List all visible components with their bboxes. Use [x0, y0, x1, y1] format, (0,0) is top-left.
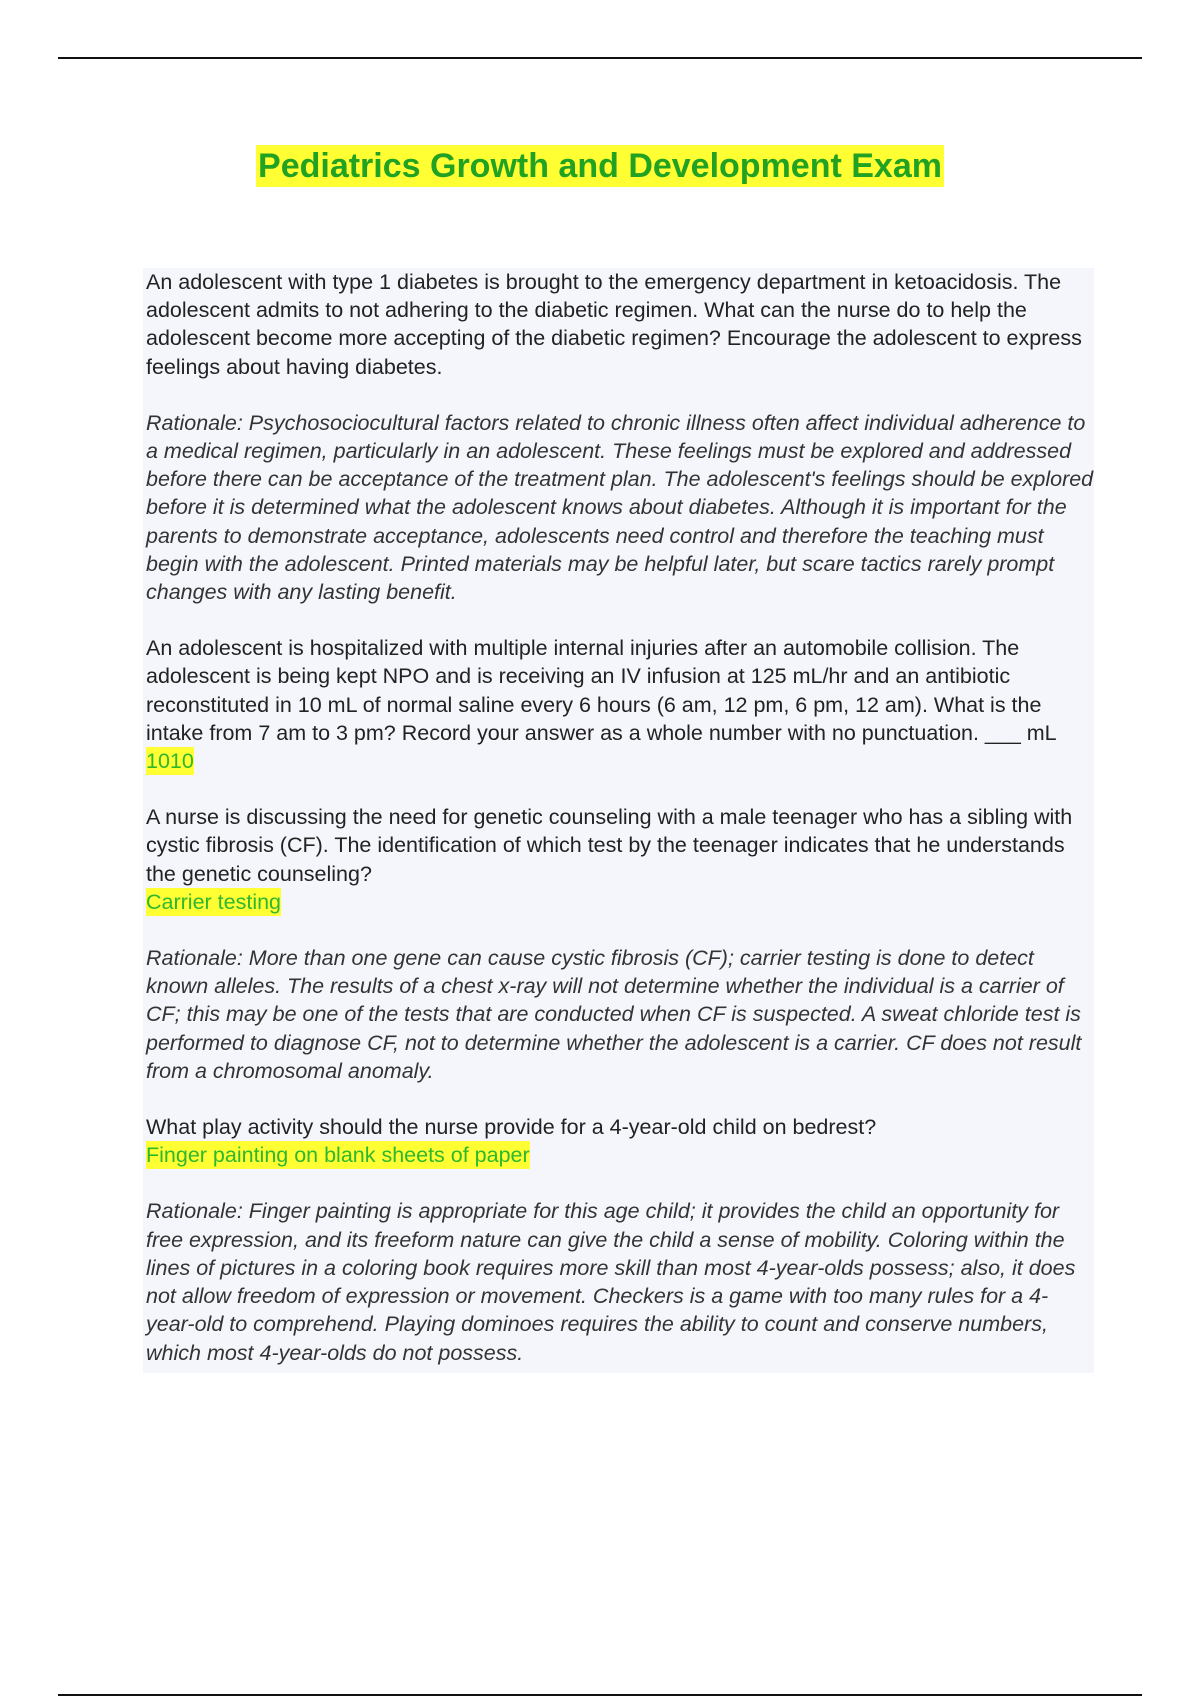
rationale-text: Rationale: More than one gene can cause cystic fibrosis (CF); carrier testing is done to detect known alleles. The results of a chest x-ray will not determine whether the individual is a carrier of CF; this may be one of the tests that are conducted when CF is suspected. A sweat chloride test is performed to diagnose CF, not to determine whether the adolescent is a carrier. CF does not result from a chromosomal anomaly.	[146, 946, 1082, 1083]
question-block	[146, 1113, 1094, 1169]
footer-rule	[58, 1694, 1142, 1696]
question-block	[146, 803, 1094, 916]
rationale-block	[146, 1197, 1094, 1366]
answer-highlight: 1010	[146, 747, 194, 775]
rationale-block	[146, 944, 1094, 1085]
question-text: What play activity should the nurse provide for a 4-year-old child on bedrest?	[146, 1115, 877, 1140]
page-title: Pediatrics Growth and Development Exam	[258, 147, 942, 185]
question-block	[146, 634, 1094, 775]
question-block	[146, 268, 1094, 381]
rationale-block	[146, 409, 1094, 606]
question-text: An adolescent with type 1 diabetes is brought to the emergency department in ketoacidosis. The adolescent admits to not adhering to the diabetic regimen. What can the nurse do to help the adolescent become more accepting of the diabetic regimen? Encourage the adolescent to express feelings about having diabetes.	[146, 270, 1082, 379]
question-text: A nurse is discussing the need for genetic counseling with a male teenager who has a sibling with cystic fibrosis (CF). The identification of which test by the teenager indicates that he understands the genetic counseling?	[146, 805, 1073, 886]
rationale-text: Rationale: Psychosociocultural factors related to chronic illness often affect individual adherence to a medical regimen, particularly in an adolescent. These feelings must be explored and addressed before there can be acceptance of the treatment plan. The adolescent's feelings should be explored before it is determined what the adolescent knows about diabetes. Although it is important for the parents to demonstrate acceptance, adolescents need control and therefore the teaching must begin with the adolescent. Printed materials may be helpful later, but scare tactics rarely prompt changes with any lasting benefit.	[146, 410, 1094, 605]
rationale-text: Rationale: Finger painting is appropriate for this age child; it provides the child an opportunity for free expression, and its freeform nature can give the child a sense of mobility. Coloring within the lines of pictures in a coloring book requires more skill than most 4-year-olds possess; also, it does not allow freedom of expression or movement. Checkers is a game with too many rules for a 4-year-old to comprehend. Playing dominoes requires the ability to count and conserve numbers, which most 4-year-olds do not possess.	[146, 1199, 1076, 1365]
document-body	[143, 268, 1094, 1373]
title-container	[0, 145, 1200, 187]
question-text: An adolescent is hospitalized with multiple internal injuries after an automobile collision. The adolescent is being kept NPO and is receiving an IV infusion at 125 mL/hr and an antibiotic reconstituted in 10 mL of normal saline every 6 hours (6 am, 12 pm, 6 pm, 12 am). What is the intake from 7 am to 3 pm? Record your answer as a whole number with no punctuation. ___ mL	[146, 636, 1057, 745]
answer-highlight: Carrier testing	[146, 888, 281, 916]
answer-highlight: Finger painting on blank sheets of paper	[146, 1141, 530, 1169]
header-rule	[58, 57, 1142, 59]
